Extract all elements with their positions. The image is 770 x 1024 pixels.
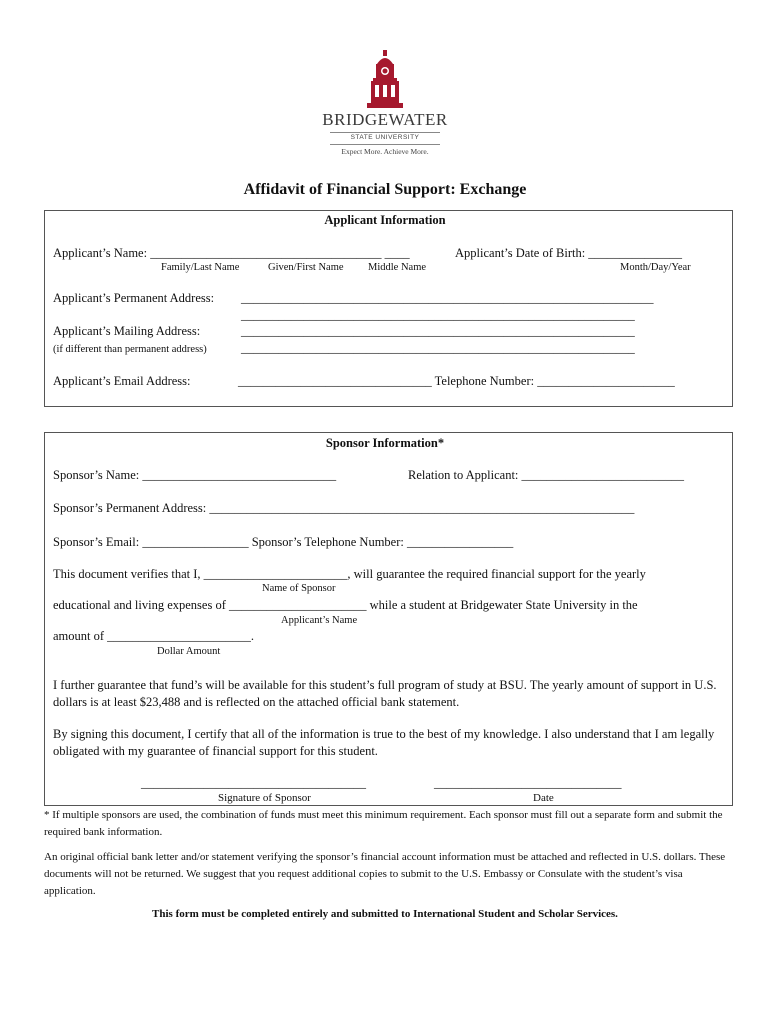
- given-name-hint: Given/First Name: [268, 262, 344, 273]
- signature-label: Signature of Sponsor: [218, 792, 311, 804]
- submission-instruction: This form must be completed entirely and submitted to International Student and Scholar Services.: [152, 908, 618, 920]
- sponsor-expenses-line[interactable]: educational and living expenses of ______________________ while a student at Bridgewater State University in the: [53, 598, 638, 612]
- logo-subtitle: STATE UNIVERSITY: [350, 134, 420, 141]
- middle-name-hint: Middle Name: [368, 262, 427, 273]
- logo-divider: [330, 144, 440, 145]
- signature-field[interactable]: ____________________________________: [141, 776, 366, 790]
- logo-name: BRIDGEWATER: [322, 110, 448, 129]
- clock-tower-icon: [322, 50, 448, 110]
- family-name-hint: Family/Last Name: [161, 262, 240, 273]
- sponsor-section-heading: Sponsor Information*: [325, 436, 445, 450]
- sponsor-relation-field[interactable]: Relation to Applicant: __________________________: [408, 468, 685, 482]
- applicant-mailing-address-field[interactable]: _______________________________________________________________: [241, 324, 635, 338]
- date-label: Date: [533, 792, 554, 804]
- applicant-email-label: Applicant’s Email Address:: [53, 374, 191, 388]
- sponsor-name-field[interactable]: Sponsor’s Name: _______________________________: [53, 468, 337, 482]
- applicant-permanent-address-field[interactable]: __________________________________________________________________: [241, 291, 654, 305]
- university-logo: [322, 50, 448, 164]
- logo-tagline: Expect More. Achieve More.: [341, 147, 429, 156]
- bank-statement-note: An original official bank letter and/or statement verifying the sponsor’s financial account information must be attached and reflected in U.S. dollars. These documents will not be returned. We suggest that you request additional copies to submit to the U.S. Embassy or Consulate with the student’s visa application.: [44, 851, 726, 897]
- dob-hint: Month/Day/Year: [620, 262, 691, 273]
- applicant-mailing-address-field-2[interactable]: _______________________________________________________________: [241, 341, 635, 355]
- applicant-name-hint: Applicant’s Name: [281, 615, 358, 626]
- mailing-address-note: (if different than permanent address): [53, 344, 207, 355]
- applicant-mailing-address-label: Applicant’s Mailing Address:: [53, 324, 201, 338]
- multiple-sponsors-footnote: * If multiple sponsors are used, the combination of funds must meet this minimum requirement. Each sponsor must fill out a separate form and submit the required bank information.: [44, 809, 723, 838]
- applicant-name-field[interactable]: Applicant’s Name: _____________________________________ ____: [53, 246, 410, 260]
- sponsor-address-field[interactable]: Sponsor’s Permanent Address: ____________________________________________________________________: [53, 501, 635, 515]
- applicant-email-phone-field[interactable]: _______________________________ Telephone Number: ______________________: [238, 374, 675, 388]
- applicant-dob-field[interactable]: Applicant’s Date of Birth: _______________: [455, 246, 683, 260]
- name-of-sponsor-hint: Name of Sponsor: [262, 583, 336, 594]
- dollar-amount-hint: Dollar Amount: [157, 646, 221, 657]
- sponsor-verify-line[interactable]: This document verifies that I, _______________________, will guarantee the required financial support for the yearly: [53, 567, 646, 581]
- applicant-permanent-address-field-2[interactable]: _______________________________________________________________: [241, 308, 635, 322]
- page-title: Affidavit of Financial Support: Exchange: [243, 181, 527, 198]
- certify-paragraph: By signing this document, I certify that all of the information is true to the best of my knowledge. I also understand that I am legally obligated with my guarantee of financial support for this student.: [53, 727, 715, 758]
- applicant-section-heading: Applicant Information: [324, 213, 446, 227]
- guarantee-paragraph: I further guarantee that fund’s will be available for this student’s full program of study at BSU. The yearly amount of support in U.S. dollars is at least $23,488 and is reflected on the attached official bank statement.: [53, 678, 717, 709]
- logo-divider: [330, 132, 440, 133]
- sponsor-email-phone-field[interactable]: Sponsor’s Email: _________________ Sponsor’s Telephone Number: _________________: [53, 535, 514, 549]
- date-field[interactable]: ______________________________: [434, 776, 622, 790]
- sponsor-amount-line[interactable]: amount of _______________________.: [53, 629, 255, 643]
- applicant-permanent-address-label: Applicant’s Permanent Address:: [53, 291, 215, 305]
